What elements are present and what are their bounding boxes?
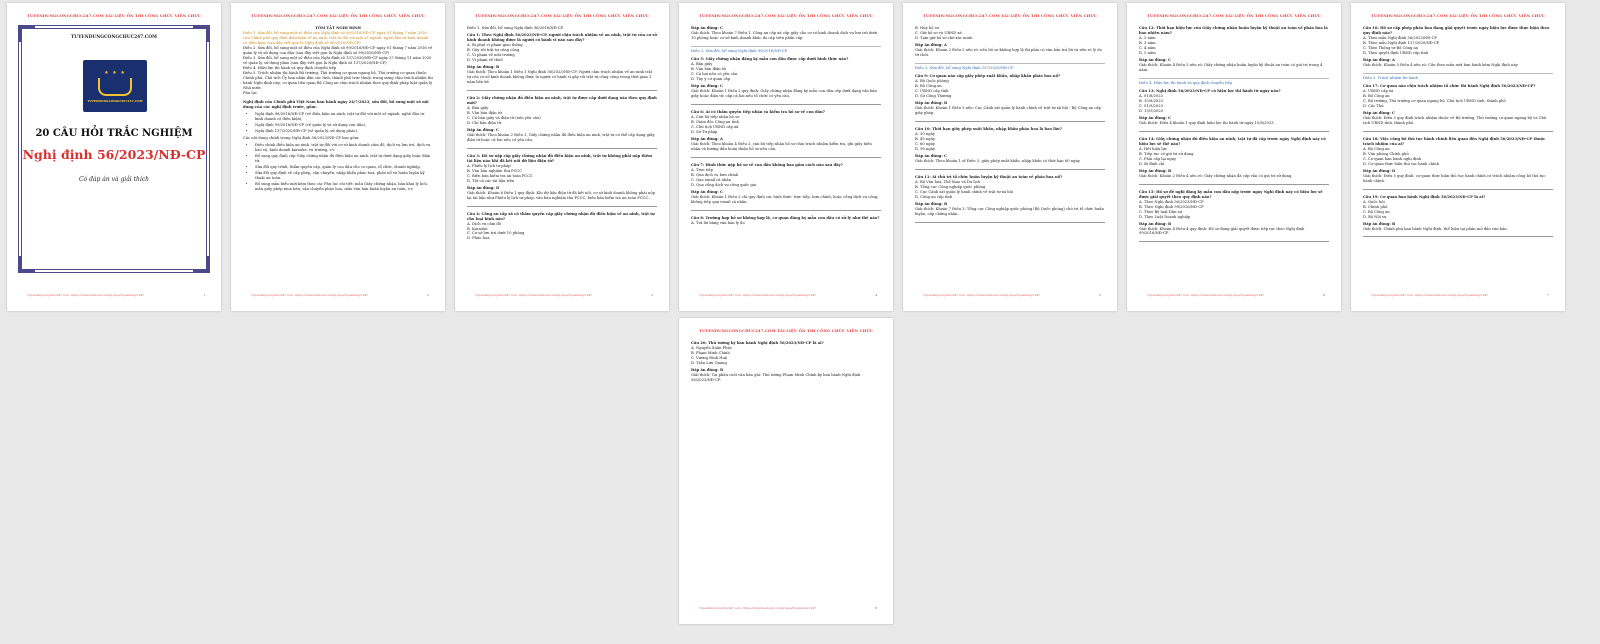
page-footer: Tuyendungcongchuc247.com - https://www.facebook.com/groups/tuyendungcc247 5 bbox=[923, 293, 1101, 297]
page-body: Điều 1. Sửa đổi, bổ sung Nghị định 96/2016/NĐ-CP Câu 1: Theo Nghị định 56/2023/NĐ-CP, người chịu trách nhiệm về an ninh, trật tự của cơ sở kinh doanh không được là người có hành vi nào sau đây? A. Bị phạt vi phạm giao thông B. Gây rối trật tự công cộng C. Vi phạm về môi trường D. Vi phạm về thuế Đáp án đúng: B Giải thích: Theo khoản 1 Điều 1 Nghị định 56/2023/NĐ-CP: Người chịu trách nhiệm về an ninh trật tự của cơ sở kinh doanh không được là người có hành vi gây rối trật tự công cộng trong thời gian 1 năm liền kề. Câu 2: Giấy chứng nhận đủ điều kiện an ninh, trật tự được cấp dưới dạng nào theo quy định mới? A. Bản giấy B. Văn bản điện tử C. Cả bản giấy và điện tử (nếu yêu cầu) D. Chỉ bản điện tử Đáp án đúng: C Giải thích: Theo khoản 2 Điều 1, Giấy chứng nhận đủ điều kiện an ninh, trật tự có thể cấp dạng giấy, điện tử hoặc cả hai nếu có yêu cầu. Câu 3: Hồ sơ nộp cấp giấy chứng nhận đủ điều kiện an ninh, trật tự không phải nộp thêm tài liệu nào khi đã kết nối dữ liệu điện tử? A. Phiếu lý lịch tư pháp B. Văn bản nghiệm thu PCCC C. Biên bản kiểm tra an toàn PCCC D. Tất cả các tài liệu trên Đáp án đúng: D Giải thích: Khoản 6 Điều 1 quy định: Khi dữ liệu điện tử đã kết nối, cơ sở kinh doanh không phải nộp lại tài liệu như Phiếu lý lịch tư pháp, văn bản nghiệm thu PCCC, biên bản kiểm tra an toàn PCCC... Câu 4: Công an cấp xã có thẩm quyền cấp giấy chứng nhận đủ điều kiện về an ninh, trật tự cho loại hình nào? A. Dịch vụ cầm đồ B. Karaoke C. Cơ sở lưu trú dưới 10 phòng D. Pháo hoa bbox=[467, 26, 657, 241]
page-header: TUYENDUNGCONGCHUC247.COM TÀI LIỆU ÔN THI CÔNG CHỨC VIÊN CHỨC bbox=[699, 13, 873, 18]
list-item: • Nghị định 96/2016/NĐ-CP (về điều kiện an ninh, trật tự đối với một số ngành, nghề đầu tư kinh doanh có điều kiện), bbox=[255, 112, 433, 122]
page-header: TUYENDUNGCONGCHUC247.COM TÀI LIỆU ÔN THI CÔNG CHỨC VIÊN CHỨC bbox=[923, 13, 1097, 18]
decree-list bbox=[249, 112, 433, 134]
page-7 bbox=[1351, 3, 1565, 311]
question: Câu 17: Cơ quan nào chịu trách nhiệm tổ chức thi hành Nghị định 56/2023/NĐ-CP? bbox=[1363, 83, 1536, 88]
section-heading: Điều 5. Trách nhiệm thi hành bbox=[1363, 73, 1553, 81]
list-item: • Bổ sung mẫu biểu mới kèm theo các Phụ lục chi tiết: mẫu Giấy chứng nhận, bản khai lý lịch, mẫu giấy phép mua bán, vận chuyển pháo hoa, mẫu văn bản huấn luyện an toàn, v.v. bbox=[255, 182, 433, 192]
section-heading: Điều 1. Sửa đổi, bổ sung Nghị định 96/2016/NĐ-CP bbox=[467, 26, 564, 30]
site-logo: ★ ★ ★ TUYENDUNGCONGCHUC247.COM bbox=[83, 60, 147, 112]
question: Câu 20: Thủ tướng ký ban hành Nghị định 56/2023/NĐ-CP là ai? bbox=[691, 341, 824, 345]
list-item: • Nghị định 99/2016/NĐ-CP (về quản lý và sử dụng con dấu), bbox=[255, 123, 433, 128]
page-number: 3 bbox=[651, 293, 653, 297]
page-header: TUYENDUNGCONGCHUC247.COM TÀI LIỆU ÔN THI CÔNG CHỨC VIÊN CHỨC bbox=[1371, 13, 1545, 18]
cover-subtitle: Nghị định 56/2023/NĐ-CP bbox=[22, 147, 206, 162]
page-header: TUYENDUNGCONGCHUC247.COM TÀI LIỆU ÔN THI CÔNG CHỨC VIÊN CHỨC bbox=[699, 328, 873, 333]
question: Câu 10: Thời hạn giấy phép xuất khẩu, nhập khẩu pháo hoa là bao lâu? bbox=[915, 126, 1062, 131]
question: Câu 6: Ai có thẩm quyền tiếp nhận và kiểm tra hồ sơ về con dấu? bbox=[691, 109, 825, 114]
section-heading: Điều 3. Sửa đổi, bổ sung Nghị định 137/2020/NĐ-CP bbox=[915, 63, 1105, 71]
page-header: TUYENDUNGCONGCHUC247.COM TÀI LIỆU ÔN THI CÔNG CHỨC VIÊN CHỨC bbox=[27, 13, 201, 18]
cover-site: TUYENDUNGCONGCHUC247.COM bbox=[71, 35, 157, 40]
page-6 bbox=[1127, 3, 1341, 311]
cover-note: Có đáp án và giải thích bbox=[78, 176, 150, 183]
question: Câu 18: Việc công bố thủ tục hành chính liên quan đến Nghị định 56/2023/NĐ-CP thuộc trách nhiệm của ai? bbox=[1363, 136, 1546, 146]
page-8 bbox=[679, 318, 893, 624]
page-number: 7 bbox=[1547, 293, 1549, 297]
question: Câu 19: Cơ quan ban hành Nghị định 56/2023/NĐ-CP là ai? bbox=[1363, 194, 1486, 199]
page-body: Đáp án đúng: C Giải thích: Theo khoản 7 Điều 1, Công an cấp xã cấp giấy cho cơ sở kinh doanh dịch vụ lưu trú dưới 10 phòng hoặc cơ sở kinh doanh khác do cấp trên phân cấp. Điều 2. Sửa đổi, bổ sung Nghị định 99/2016/NĐ-CP Câu 5: Giấy chứng nhận đăng ký mẫu con dấu được cấp dưới hình thức nào? A. Bản giấy B. Văn bản điện tử C. Cả hai nếu có yêu cầu D. Tùy ý cơ quan cấp Đáp án đúng: C Giải thích: Khoản 1 Điều 2 quy định: Giấy chứng nhận đăng ký mẫu con dấu cấp dưới dạng văn bản giấy hoặc điện tử, cấp cả hai nếu tổ chức có yêu cầu. Câu 6: Ai có thẩm quyền tiếp nhận và kiểm tra hồ sơ về con dấu? A. Cán bộ tiếp nhận hồ sơ B. Giám đốc Công an tỉnh C. Chủ tịch UBND cấp xã D. Sở Tư pháp Đáp án đúng: A Giải thích: Theo khoản 4 Điều 2, cán bộ tiếp nhận hồ sơ chịu trách nhiệm kiểm tra, ghi giấy biên nhận và hướng dẫn hoàn thiện hồ sơ nếu cần. Câu 7: Hình thức nộp hồ sơ về con dấu không bao gồm cách nào sau đây? A. Trực tiếp B. Qua dịch vụ bưu chính C. Qua email cá nhân D. Qua cổng dịch vụ công quốc gia Đáp án đúng: C Giải thích: Khoản 1 Điều 2 chỉ quy định các hình thức: trực tiếp, bưu chính, hoặc cổng dịch vụ công; không tiếp qua email cá nhân. Câu 8: Trường hợp hồ sơ không hợp lệ, cơ quan đăng ký mẫu con dấu có xử lý như thế nào? A. Trả lời bằng văn bản lý do bbox=[691, 26, 880, 225]
question: Câu 11: Ai chủ trì tổ chức huấn luyện kỹ thuật an toàn về pháo hoa nổ? bbox=[915, 174, 1063, 179]
question: Câu 14: Giấy chứng nhận đủ điều kiện an ninh, trật tự đã cấp trước ngày Nghị định này có hiệu lực sẽ thế nào? bbox=[1139, 136, 1326, 146]
question: Câu 1: Theo Nghị định 56/2023/NĐ-CP, người chịu trách nhiệm về an ninh, trật tự của cơ sở kinh doanh không được là người có hành vi nào sau đây? bbox=[467, 32, 657, 42]
page-number: 5 bbox=[1099, 293, 1101, 297]
section-heading: TÓM TẮT NGHỊ ĐỊNH bbox=[315, 26, 361, 30]
page-body: B. Hủy hồ sơ C. Giữ hồ sơ và UBND xã D. Tạm giữ hồ sơ chờ xác minh Đáp án đúng: A Giải thích: Khoản 2 Điều 2 nêu rõ: nếu hồ sơ không hợp lệ thì phải có văn bản trả lời và nêu rõ lý do từ chối. Điều 3. Sửa đổi, bổ sung Nghị định 137/2020/NĐ-CP Câu 9: Cơ quan nào cấp giấy phép xuất khẩu, nhập khẩu pháo hoa nổ? A. Bộ Quốc phòng B. Bộ Công an C. UBND cấp tỉnh D. Sở Công Thương Đáp án đúng: B Giải thích: Khoản 1 Điều 3 nêu: Cục Cảnh sát quản lý hành chính về trật tự xã hội - Bộ Công an cấp giấy phép. Câu 10: Thời hạn giấy phép xuất khẩu, nhập khẩu pháo hoa là bao lâu? A. 30 ngày B. 45 ngày C. 60 ngày D. 90 ngày Đáp án đúng: C Giải thích: Theo khoản 1 of Điều 3, giấy phép xuất khẩu, nhập khẩu có thời hạn 60 ngày. Câu 11: Ai chủ trì tổ chức huấn luyện kỹ thuật an toàn về pháo hoa nổ? A. Bộ Văn hóa, Thể thao và Du lịch B. Tổng cục Công nghiệp quốc phòng C. Cục Cảnh sát quản lý hành chính về trật tự xã hội D. Công an cấp tỉnh Đáp án đúng: B Giải thích: Khoản 7 Điều 3: Tổng cục Công nghiệp quốc phòng (Bộ Quốc phòng) chủ trì tổ chức huấn luyện, cấp chứng nhận. bbox=[915, 26, 1105, 223]
section-heading: Điều 2. Sửa đổi, bổ sung Nghị định 99/2016/NĐ-CP bbox=[691, 46, 881, 54]
page-number: 2 bbox=[427, 293, 429, 297]
section-heading: Điều 4. Hiệu lực thi hành và quy định chuyển tiếp bbox=[1139, 78, 1329, 86]
page-number: 4 bbox=[875, 293, 877, 297]
question: Câu 7: Hình thức nộp hồ sơ về con dấu không bao gồm cách nào sau đây? bbox=[691, 162, 843, 167]
page-footer: Tuyendungcongchuc247.com - https://www.facebook.com/groups/tuyendungcc247 6 bbox=[1147, 293, 1325, 297]
page-header: TUYENDUNGCONGCHUC247.COM TÀI LIỆU ÔN THI CÔNG CHỨC VIÊN CHỨC bbox=[251, 13, 425, 18]
page-body: Câu 12: Thời hạn hiệu lực của Giấy chứng nhận huấn luyện kỹ thuật an toàn về pháo hoa là bao nhiêu năm? A. 2 năm B. 3 năm C. 4 năm D. 5 năm Đáp án đúng: C Giải thích: Khoản 4 Điều 3 nêu rõ: Giấy chứng nhận huấn luyện kỹ thuật an toàn có giá trị trong 4 năm. Điều 4. Hiệu lực thi hành và quy định chuyển tiếp Câu 13: Nghị định 56/2023/NĐ-CP có hiệu lực thi hành từ ngày nào? A. 01/8/2023 B. 15/8/2023 C. 01/9/2023 D. 15/9/2023 Đáp án đúng: C Giải thích: Điều 4 khoản 1 quy định hiệu lực thi hành từ ngày 10/8/2023. Câu 14: Giấy chứng nhận đủ điều kiện an ninh, trật tự đã cấp trước ngày Nghị định này có hiệu lực sẽ thế nào? A. Hết hiệu lực B. Tiếp tục có giá trị sử dụng C. Phải cấp lại ngay D. Bị đình chỉ Đáp án đúng: B Giải thích: Khoản 2 Điều 4 nêu rõ: Giấy chứng nhận đã cấp vẫn có giá trị sử dụng. Câu 15: Hồ sơ đề nghị đăng ký mẫu con dấu nộp trước ngày Nghị định này có hiệu lực sẽ được giải quyết theo quy định nào? A. Theo Nghị định 56/2023/NĐ-CP B. Theo Nghị định 99/2016/NĐ-CP C. Theo Bộ luật Dân sự D. Theo Luật Doanh nghiệp Đáp án đúng: B Giải thích: Khoản 4 Điều 4 quy định: Hồ sơ đang giải quyết được tiếp tục theo Nghị định 99/2016/NĐ-CP. bbox=[1139, 26, 1329, 242]
page-footer: Tuyendungcongchuc247.com - https://www.facebook.com/groups/tuyendungcc247 4 bbox=[699, 293, 877, 297]
question: Câu 8: Trường hợp hồ sơ không hợp lệ, cơ quan đăng ký mẫu con dấu có xử lý như thế nào? bbox=[691, 215, 880, 220]
page-header: TUYENDUNGCONGCHUC247.COM TÀI LIỆU ÔN THI CÔNG CHỨC VIÊN CHỨC bbox=[1147, 13, 1321, 18]
page-header: TUYENDUNGCONGCHUC247.COM TÀI LIỆU ÔN THI CÔNG CHỨC VIÊN CHỨC bbox=[475, 13, 649, 18]
cover-title: 20 CÂU HỎI TRẮC NGHIỆM bbox=[35, 128, 193, 139]
question: Câu 13: Nghị định 56/2023/NĐ-CP có hiệu lực thi hành từ ngày nào? bbox=[1139, 88, 1281, 93]
question: Câu 15: Hồ sơ đề nghị đăng ký mẫu con dấu nộp trước ngày Nghị định này có hiệu lực sẽ được giải quyết theo quy định nào? bbox=[1139, 189, 1323, 199]
list-item: • Bổ sung quy định cấp Giấy chứng nhận đủ điều kiện an ninh, trật tự dưới dạng giấy hoặc điện tử. bbox=[255, 154, 433, 164]
page-footer: Tuyendungcongchuc247.com - https://www.facebook.com/groups/tuyendungcc247 3 bbox=[475, 293, 653, 297]
page-footer: Tuyendungcongchuc247.com - https://www.facebook.com/groups/tuyendungcc247 2 bbox=[251, 293, 429, 297]
page-body: Câu 16: Hồ sơ cấp phép pháo hoa đang giải quyết trước ngày hiệu lực được thực hiện theo quy định nào? A. Theo mẫu Nghị định 56/2023/NĐ-CP B. Theo mẫu Nghị định 137/2020/NĐ-CP C. Theo Thông tư Bộ Công an D. Theo quyết định UBND cấp tỉnh Đáp án đúng: A Giải thích: Khoản 5 Điều 4 nêu rõ: Cần theo mẫu mới ban hành kèm Nghị định này. Điều 5. Trách nhiệm thi hành Câu 17: Cơ quan nào chịu trách nhiệm tổ chức thi hành Nghị định 56/2023/NĐ-CP? A. UBND cấp xã B. Bộ Công an C. Bộ trưởng, Thủ trưởng cơ quan ngang bộ, Chủ tịch UBND tỉnh, thành phố D. Các Thủ Đáp án đúng: C Giải thích: Điều 5 quy định trách nhiệm thuộc về Bộ trưởng, Thủ trưởng cơ quan ngang bộ và Chủ tịch UBND tỉnh, thành phố. Câu 18: Việc công bố thủ tục hành chính liên quan đến Nghị định 56/2023/NĐ-CP thuộc trách nhiệm của ai? A. Bộ Công an B. Văn phòng Chính phủ C. Cơ quan ban hành nghị định D. Cơ quan thực hiện thủ tục hành chính Đáp án đúng: D Giải thích: Điều 5 quy định: cơ quan thực hiện thủ tục hành chính có trách nhiệm công bố thủ tục hành chính. Câu 19: Cơ quan ban hành Nghị định 56/2023/NĐ-CP là ai? A. Quốc hội B. Chính phủ C. Bộ Công an D. Bộ Nội vụ Đáp án đúng: B Giải thích: Chính phủ ban hành Nghị định, thể hiện tại phần mở đầu văn bản. bbox=[1363, 26, 1553, 237]
page-1 bbox=[7, 3, 221, 311]
list-item: • Sửa đổi quy định về cấp phép, vận chuyển, nhập khẩu pháo hoa, pháo nổ và huấn luyện kỹ thuật an toàn. bbox=[255, 171, 433, 181]
changes-list bbox=[249, 143, 433, 192]
page-number: 8 bbox=[875, 606, 877, 610]
page-number: 1 bbox=[203, 293, 205, 297]
cover-frame bbox=[18, 25, 210, 273]
question: Câu 16: Hồ sơ cấp phép pháo hoa đang giải quyết trước ngày hiệu lực được thực hiện theo quy định nào? bbox=[1363, 26, 1550, 35]
page-body: TÓM TẮT NGHỊ ĐỊNH Điều 1. Sửa đổi, bổ sung một số điều của Nghị định số 96/2016/NĐ-CP ngày 01 tháng 7 năm 2016 của Chính phủ quy định điều kiện về an ninh, trật tự đối với một số ngành, nghề đầu tư kinh doanh có điều kiện (sau đây viết gọn là Nghị định số 96/2016/NĐ-CP) Điều 2. Sửa đổi, bổ sung một số điều của Nghị định số 99/2016/NĐ-CP ngày 01 tháng 7 năm 2016 về quản lý và sử dụng con dấu (sau đây viết gọn là Nghị định số 99/2016/NĐ-CP) Điều 3. Sửa đổi, bổ sung một số điều của Nghị định số 137/2020/NĐ-CP ngày 27 tháng 11 năm 2020 về quản lý, sử dụng pháo (sau đây viết gọn là Nghị định số 137/2020/NĐ-CP) Điều 4. Hiệu lực thi hành và quy định chuyển tiếp Điều 5. Trách nhiệm thi hành Bộ trưởng, Thủ trưởng cơ quan ngang bộ, Thủ trưởng cơ quan thuộc Chính phủ, Chủ tịch Ủy ban nhân dân các tỉnh, thành phố trực thuộc trung ương chịu trách nhiệm thi hành Nghị định này; cơ quan liên quan Bộ Công an chịu trách nhiệm theo quy định pháp luật quản lý Nhà nước. Phụ lục Nghị định của Chính phủ Việt Nam ban hành ngày 24/7/2023, sửa đổi, bổ sung một số nội dung của các nghị định trước, gồm: • Nghị định 96/2016/NĐ-CP (về điều kiện an ninh, trật tự đối với một số ngành, nghề đầu tư kinh doanh có điều kiện), • Nghị định 99/2016/NĐ-CP (về quản lý và sử dụng con dấu), • Nghị định 137/2020/NĐ-CP (về quản lý, sử dụng pháo). Các nội dung chính trong Nghị định 56/2023/NĐ-CP bao gồm: • Điều chỉnh điều kiện an ninh, trật tự đối với cơ sở kinh doanh cầm đồ, dịch vụ lưu trú, dịch vụ bảo vệ, kinh doanh karaoke, vũ trường, v.v. • Bổ sung quy định cấp Giấy chứng nhận đủ điều kiện an ninh, trật tự dưới dạng giấy hoặc điện tử. • Sửa đổi quy trình, thẩm quyền cấp, quản lý con dấu cho cơ quan, tổ chức, doanh nghiệp. • Sửa đổi quy định về cấp phép, vận chuyển, nhập khẩu pháo hoa, pháo nổ và huấn luyện kỹ thuật an toàn. • Bổ sung mẫu biểu mới kèm theo các Phụ lục chi tiết: mẫu Giấy chứng nhận, bản khai lý lịch, mẫu giấy phép mua bán, vận chuyển pháo hoa, mẫu văn bản huấn luyện an toàn, v.v. bbox=[243, 26, 433, 192]
page-2 bbox=[231, 3, 445, 311]
list-item: • Điều chỉnh điều kiện an ninh, trật tự đối với cơ sở kinh doanh cầm đồ, dịch vụ lưu trú, dịch vụ bảo vệ, kinh doanh karaoke, vũ trường, v.v. bbox=[255, 143, 433, 153]
page-number: 6 bbox=[1323, 293, 1325, 297]
question: Câu 9: Cơ quan nào cấp giấy phép xuất khẩu, nhập khẩu pháo hoa nổ? bbox=[915, 73, 1061, 78]
page-footer: Tuyendungcongchuc247.com - https://www.facebook.com/groups/tuyendungcc247 1 bbox=[27, 293, 205, 297]
list-item: • Nghị định 137/2020/NĐ-CP (về quản lý, sử dụng pháo). bbox=[255, 129, 433, 134]
page-body: Câu 20: Thủ tướng ký ban hành Nghị định 56/2023/NĐ-CP là ai? A. Nguyễn Xuân Phúc B. Phạm Minh Chính C. Vương Đình Huệ D. Trần Lưu Quang Đáp án đúng: B Giải thích: Tại phần cuối văn bản ghi: Thủ tướng Phạm Minh Chính ký ban hành Nghị định 56/2023/NĐ-CP. bbox=[691, 341, 881, 383]
page-3 bbox=[455, 3, 669, 311]
question: Câu 12: Thời hạn hiệu lực của Giấy chứng nhận huấn luyện kỹ thuật an toàn về pháo hoa là bao nhiêu năm? bbox=[1139, 26, 1328, 35]
question: Câu 4: Công an cấp xã có thẩm quyền cấp giấy chứng nhận đủ điều kiện về an ninh, trật tự cho loại hình nào? bbox=[467, 211, 655, 221]
question: Câu 2: Giấy chứng nhận đủ điều kiện an ninh, trật tự được cấp dưới dạng nào theo quy định mới? bbox=[467, 95, 657, 105]
question: Câu 5: Giấy chứng nhận đăng ký mẫu con dấu được cấp dưới hình thức nào? bbox=[691, 56, 849, 61]
page-footer: Tuyendungcongchuc247.com - https://www.facebook.com/groups/tuyendungcc247 7 bbox=[1371, 293, 1549, 297]
question: Câu 3: Hồ sơ nộp cấp giấy chứng nhận đủ điều kiện an ninh, trật tự không phải nộp thêm tài liệu nào khi đã kết nối dữ liệu điện tử? bbox=[467, 153, 653, 163]
page-4 bbox=[679, 3, 893, 311]
list-item: • Sửa đổi quy trình, thẩm quyền cấp, quản lý con dấu cho cơ quan, tổ chức, doanh nghiệp. bbox=[255, 165, 433, 170]
page-footer: Tuyendungcongchuc247.com - https://www.facebook.com/groups/tuyendungcc247 8 bbox=[699, 606, 877, 610]
page-5 bbox=[903, 3, 1117, 311]
